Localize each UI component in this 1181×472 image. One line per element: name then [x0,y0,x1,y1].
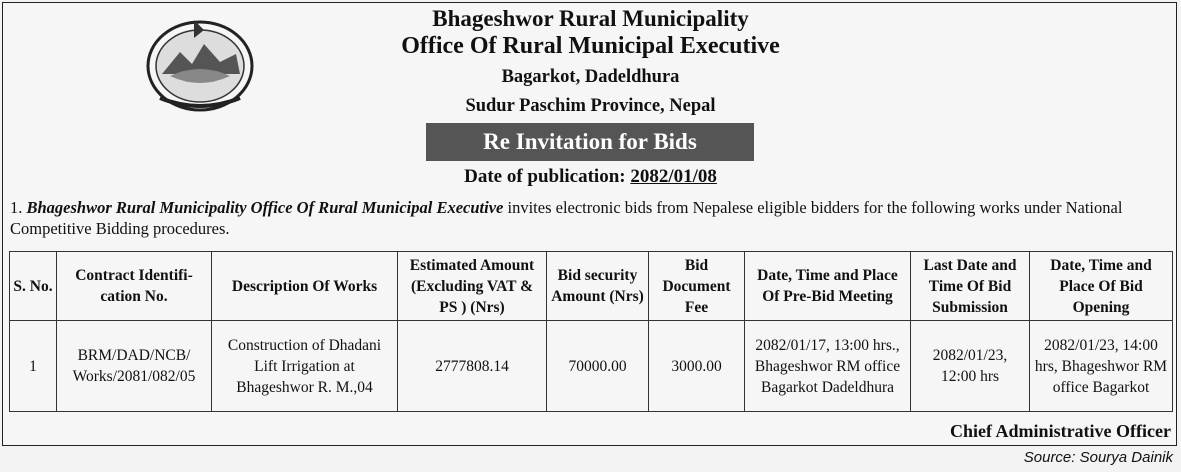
table-row [10,321,1173,412]
table-cell: 70000.00 [547,321,649,412]
col-header: Description Of Works [212,252,398,321]
table-header-row [10,252,1173,321]
col-header: Date, Time and Place Of Pre-Bid Meeting [745,252,911,321]
publication-date [0,166,1181,188]
table-cell: 3000.00 [649,321,745,412]
table-cell: 2082/01/23, 12:00 hrs [911,321,1030,412]
source-credit: Source: Sourya Dainik [1023,449,1173,466]
intro-entity: Bhageshwor Rural Municipality Office Of Rural Municipal Executive [26,198,504,217]
col-header: Estimated Amount (Excluding VAT & PS ) (Nrs) [398,252,547,321]
notice-title: Re Invitation for Bids [426,123,754,161]
municipality-name: Bhageshwor Rural Municipality [432,6,749,31]
table-cell: 2777808.14 [398,321,547,412]
table-cell: 1 [10,321,57,412]
office-location: Bagarkot, Dadeldhura [501,67,680,87]
table-cell: BRM/DAD/NCB/ Works/2081/082/05 [57,321,212,412]
col-header: Contract Identifi-cation No. [57,252,212,321]
col-header: S. No. [10,252,57,321]
table-cell: Construction of Dhadani Lift Irrigation at Bhageshwor R. M.,04 [212,321,398,412]
signatory-title: Chief Administrative Officer [950,421,1171,441]
col-header: Date, Time and Place Of Bid Opening [1030,252,1173,321]
col-header: Last Date and Time Of Bid Submission [911,252,1030,321]
col-header: Bid Document Fee [649,252,745,321]
province-name: Sudur Paschim Province, Nepal [465,96,716,116]
col-header: Bid security Amount (Nrs) [547,252,649,321]
publication-date-value: 2082/01/08 [630,166,717,187]
intro-text: invites electronic bids from Nepalese eligible bidders for the following works under National Competitive Bidding procedures. [10,198,1123,238]
bid-table [9,251,1173,412]
intro-paragraph [10,197,1173,239]
table-cell: 2082/01/17, 13:00 hrs., Bhageshwor RM office Bagarkot Dadeldhura [745,321,911,412]
office-name: Office Of Rural Municipal Executive [401,33,780,59]
intro-number: 1. [10,198,23,217]
publication-date-label: Date of publication: [464,166,626,187]
table-cell: 2082/01/23, 14:00 hrs, Bhageshwor RM office Bagarkot [1030,321,1173,412]
